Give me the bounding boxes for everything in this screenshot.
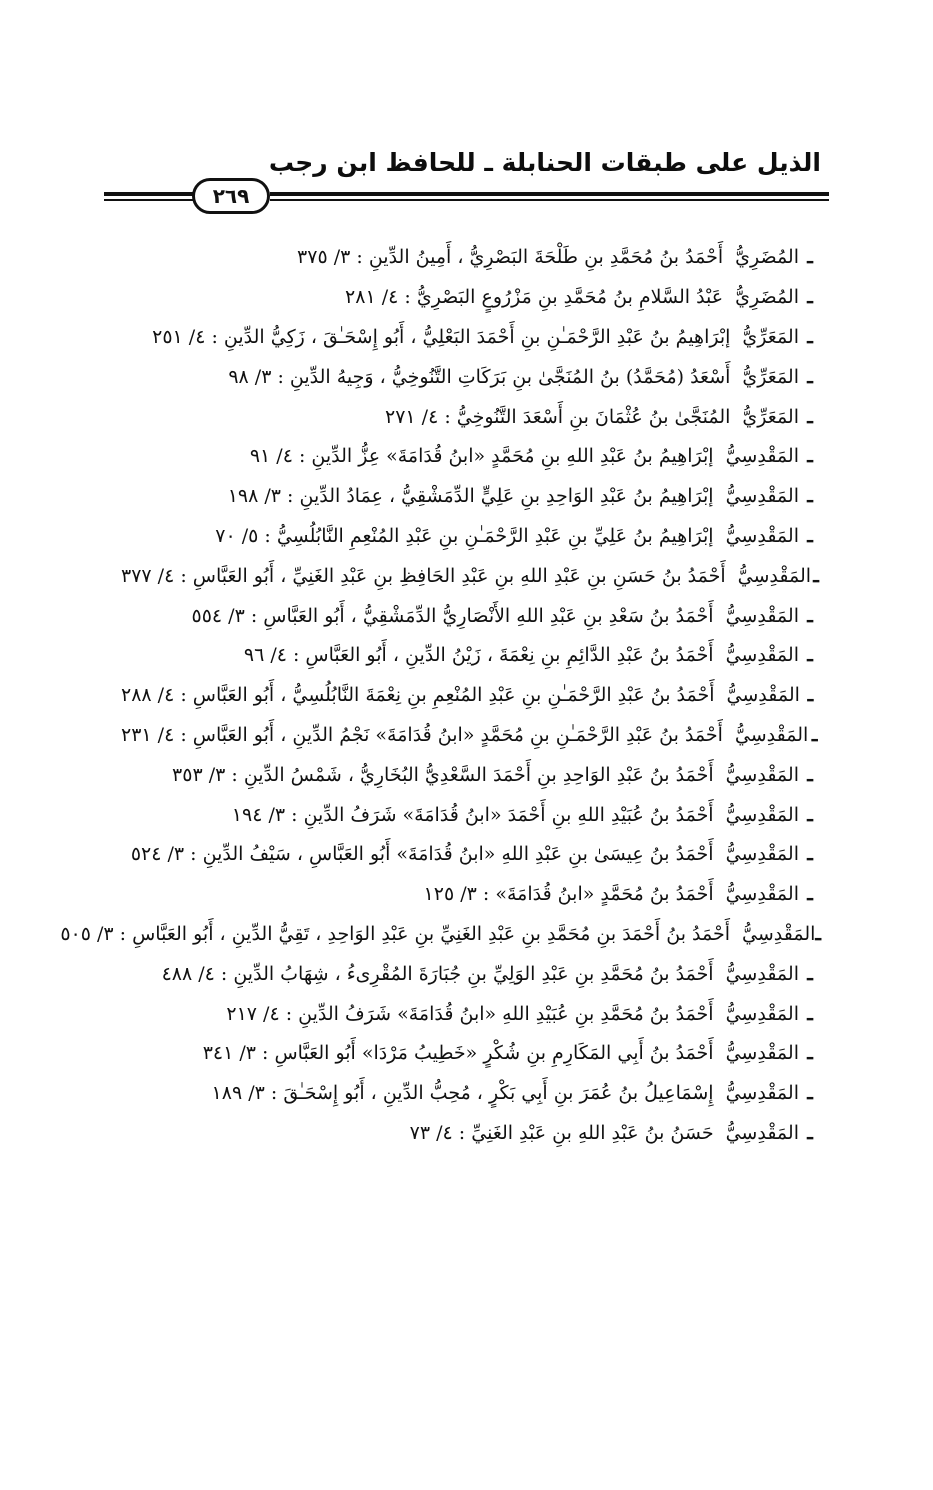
- index-entry: [121, 755, 821, 795]
- entry-text: أَحْمَدُ بنُ عَبْدِ الوَاحِدِ بنِ أَحْمَدَ السَّعْدِيُّ البُخَارِيُّ ، شَمْسُ الدِّينِ : ٣/ ٣٥٣: [172, 763, 714, 786]
- index-entry: [121, 397, 821, 437]
- entry-text: أَحْمَدُ بنُ سَعْدِ بنِ عَبْدِ اللهِ الأَنْصَارِيُّ الدِّمَشْقِيُّ ، أَبُو العَبَّاسِ : ٣/ ٥٥٤: [191, 604, 714, 627]
- entry-nisba: المُضَرِيُّ: [735, 286, 799, 309]
- entry-text: أَحْمَدُ بنُ عَبْدِ الرَّحْمَـٰنِ بنِ مُحَمَّدٍ «ابنُ قُدَامَةَ» نَجْمُ الدِّينِ ، أَبُو العَبَّاسِ : ٤/ ٢٣١: [121, 723, 723, 746]
- index-entry: [121, 1114, 821, 1154]
- entry-nisba: المَقْدِسِيُّ: [725, 962, 799, 985]
- entry-nisba: المَقْدِسِيُّ: [725, 644, 799, 667]
- entry-dash: ـ: [807, 485, 813, 508]
- entry-dash: ـ: [807, 405, 813, 428]
- entry-dash: ـ: [807, 962, 813, 985]
- entry-text: أَحْمَدُ بنُ حَسَنِ بنِ عَبْدِ اللهِ بنِ عَبْدِ الحَافِظِ بنِ عَبْدِ الغَنِيِّ ، أَبُو العَبَّاسِ : ٤/ ٣٧٧: [121, 564, 726, 587]
- entry-dash: ـ: [813, 564, 819, 587]
- index-entry: [121, 517, 821, 557]
- entry-dash: ـ: [807, 803, 813, 826]
- entry-text: أَحْمَدُ بنُ أَحْمَدَ بنِ مُحَمَّدِ بنِ عَبْدِ الغَنِيِّ بنِ عَبْدِ الوَاحِدِ ، تَقِيُّ الدِّينِ ، أَبُو العَبَّاسِ : ٣/ ٥٠٥: [60, 922, 731, 945]
- entry-nisba: المَقْدِسِيُّ: [742, 922, 816, 945]
- entry-nisba: المَعَرِّيُّ: [742, 325, 799, 348]
- entry-dash: ـ: [807, 883, 813, 906]
- entry-nisba: المَعَرِّيُّ: [742, 365, 799, 388]
- index-entry: [121, 556, 821, 596]
- entry-dash: ـ: [807, 286, 813, 309]
- running-header-title: الذيل على طبقات الحنابلة ـ للحافظ ابن رجب: [268, 148, 821, 177]
- entry-text: أَحْمَدُ بنُ عُبَيْدِ اللهِ بنِ أَحْمَدَ «ابنُ قُدَامَةَ» شَرَفُ الدِّينِ : ٣/ ١٩٤: [231, 803, 714, 826]
- index-entry: [121, 318, 821, 358]
- entry-text: إبْرَاهِيمُ بنُ عَبْدِ اللهِ بنِ مُحَمَّدٍ «ابنُ قُدَامَةَ» عِزُّ الدِّينِ : ٤/ ٩١: [249, 445, 714, 468]
- entry-nisba: المَقْدِسِيُّ: [725, 843, 799, 866]
- index-entry: [121, 357, 821, 397]
- entry-dash: ـ: [807, 524, 813, 547]
- entry-text: أَحْمَدُ بنُ مُحَمَّدِ بنِ عُبَيْدِ اللهِ «ابنُ قُدَامَةَ» شَرَفُ الدِّينِ : ٤/ ٢١٧: [226, 1002, 714, 1025]
- entry-text: أَحْمَدُ بنُ أَبِي المَكَارِمِ بنِ شُكْرٍ «خَطِيبُ مَرْدَا» أَبُو العَبَّاسِ : ٣/ ٣٤١: [202, 1042, 714, 1065]
- entry-dash: ـ: [807, 246, 813, 269]
- header-rule-left-thin: [104, 199, 194, 201]
- entry-text: أَحْمَدُ بنُ عِيسَىٰ بنِ عَبْدِ اللهِ «ابنُ قُدَامَةَ» أَبُو العَبَّاسِ ، سَيْفُ الدِّينِ : ٣/ ٥٢٤: [130, 843, 714, 866]
- entry-text: عَبْدُ السَّلامِ بنُ مُحَمَّدِ بنِ مَزْرُوعٍ البَصْرِيُّ : ٤/ ٢٨١: [345, 286, 724, 309]
- index-entry: [121, 795, 821, 835]
- index-entry: [121, 716, 821, 756]
- entry-dash: ـ: [807, 1002, 813, 1025]
- entry-text: أَحْمَدُ بنُ مُحَمَّدِ بنِ طَلْحَةَ البَصْرِيُّ ، أَمِينُ الدِّينِ : ٣/ ٣٧٥: [297, 246, 724, 269]
- entry-text: إبْرَاهِيمُ بنُ عَلِيِّ بنِ عَبْدِ الرَّحْمَـٰنِ بنِ عَبْدِ المُنْعِمِ النَّابُلُسِيُّ : ٥/ ٧٠: [215, 524, 714, 547]
- entry-nisba: المَقْدِسِيُّ: [725, 1121, 799, 1144]
- index-entry: [121, 636, 821, 676]
- entry-dash: ـ: [807, 684, 814, 707]
- entry-text: إبْرَاهِيمُ بنُ عَبْدِ الوَاحِدِ بنِ عَلِيٍّ الدِّمَشْقِيُّ ، عِمَادُ الدِّينِ : ٣/ ١٩٨: [227, 485, 714, 508]
- header-rule-thick: [270, 192, 829, 196]
- entry-dash: ـ: [807, 604, 813, 627]
- entry-text: أَحْمَدُ بنُ عَبْدِ الرَّحْمَـٰنِ بنِ عَبْدِ المُنْعِمِ بنِ نِعْمَةَ النَّابُلُسِيُّ ، أَبُو العَبَّاسِ : ٤/ ٢٨٨: [121, 684, 715, 707]
- entry-nisba: المَقْدِسِيُّ: [725, 883, 799, 906]
- index-entry: [121, 596, 821, 636]
- entry-text: المُنَجَّىٰ بنُ عُثْمَانَ بنِ أَسْعَدَ التَّنُوخِيُّ : ٤/ ٢٧١: [384, 405, 731, 428]
- entry-nisba: المَقْدِسِيُّ: [734, 723, 809, 746]
- entry-nisba: المَقْدِسِيُّ: [725, 1002, 799, 1025]
- entry-text: أَحْمَدُ بنُ مُحَمَّدٍ «ابنُ قُدَامَةَ» : ٣/ ١٢٥: [423, 883, 714, 906]
- index-entry: [121, 437, 821, 477]
- index-entry: [121, 954, 821, 994]
- index-entry: [121, 238, 821, 278]
- index-entry: [121, 1074, 821, 1114]
- index-entry: [121, 835, 821, 875]
- entry-nisba: المَقْدِسِيُّ: [725, 604, 799, 627]
- entry-dash: ـ: [807, 1082, 813, 1105]
- entry-dash: ـ: [807, 843, 813, 866]
- index-entry: [121, 1034, 821, 1074]
- entry-text: إِسْمَاعِيلُ بنُ عُمَرَ بنِ أَبِي بَكْرٍ ، مُحِبُّ الدِّينِ ، أَبُو إِسْحَـٰقَ : ٣/ ١٨٩: [211, 1082, 714, 1105]
- entry-nisba: المَقْدِسِيُّ: [726, 684, 800, 707]
- entry-nisba: المَعَرِّيُّ: [742, 405, 799, 428]
- header-rule-thin: [270, 199, 829, 201]
- entry-dash: ـ: [815, 922, 821, 945]
- entry-dash: ـ: [807, 365, 813, 388]
- entry-nisba: المُضَرِيُّ: [735, 246, 799, 269]
- entry-text: أَحْمَدُ بنُ مُحَمَّدِ بنِ عَبْدِ الوَلِيِّ بنِ جُبَارَةَ المُقْرِىءُ ، شِهَابُ الدِّينِ : ٤/ ٤٨٨: [161, 962, 714, 985]
- entry-text: أَحْمَدُ بنُ عَبْدِ الدَّائِمِ بنِ نِعْمَةَ ، زَيْنُ الدِّينِ ، أَبُو العَبَّاسِ : ٤/ ٩٦: [243, 644, 714, 667]
- index-entry: [60, 915, 821, 955]
- index-entry: [121, 875, 821, 915]
- entry-nisba: المَقْدِسِيُّ: [725, 1042, 799, 1065]
- entry-dash: ـ: [807, 1042, 813, 1065]
- entry-text: إبْرَاهِيمُ بنُ عَبْدِ الرَّحْمَـٰنِ بنِ أَحْمَدَ البَعْلِيُّ ، أَبُو إِسْحَـٰقَ ، زَكِيُّ الدِّينِ : ٤/ ٢٥١: [152, 325, 731, 348]
- entry-nisba: المَقْدِسِيُّ: [725, 485, 799, 508]
- index-entry: [121, 278, 821, 318]
- entry-text: حَسَنُ بنُ عَبْدِ اللهِ بنِ عَبْدِ الغَنِيِّ : ٤/ ٧٣: [409, 1121, 714, 1144]
- entry-text: أَسْعَدُ (مُحَمَّدُ) بنُ المُنَجَّىٰ بنِ بَرَكَاتِ التَّنُوخِيُّ ، وَجِيهُ الدِّينِ : ٣/ ٩٨: [228, 365, 731, 388]
- entry-nisba: المَقْدِسِيُّ: [725, 524, 799, 547]
- page-number-badge: ٢٦٩: [192, 178, 270, 214]
- entry-nisba: المَقْدِسِيُّ: [725, 445, 799, 468]
- entry-nisba: المَقْدِسِيُّ: [737, 564, 812, 587]
- entry-nisba: المَقْدِسِيُّ: [725, 803, 799, 826]
- entry-dash: ـ: [811, 723, 818, 746]
- entry-dash: ـ: [807, 1121, 813, 1144]
- entry-dash: ـ: [807, 445, 813, 468]
- index-entry: [121, 994, 821, 1034]
- entry-dash: ـ: [807, 644, 813, 667]
- index-entry: [121, 477, 821, 517]
- entry-nisba: المَقْدِسِيُّ: [725, 1082, 799, 1105]
- entry-nisba: المَقْدِسِيُّ: [725, 763, 799, 786]
- index-entries-list: [60, 238, 821, 1153]
- index-entry: [121, 676, 821, 716]
- entry-dash: ـ: [807, 325, 813, 348]
- entry-dash: ـ: [807, 763, 813, 786]
- header-rule-left-thick: [104, 192, 194, 196]
